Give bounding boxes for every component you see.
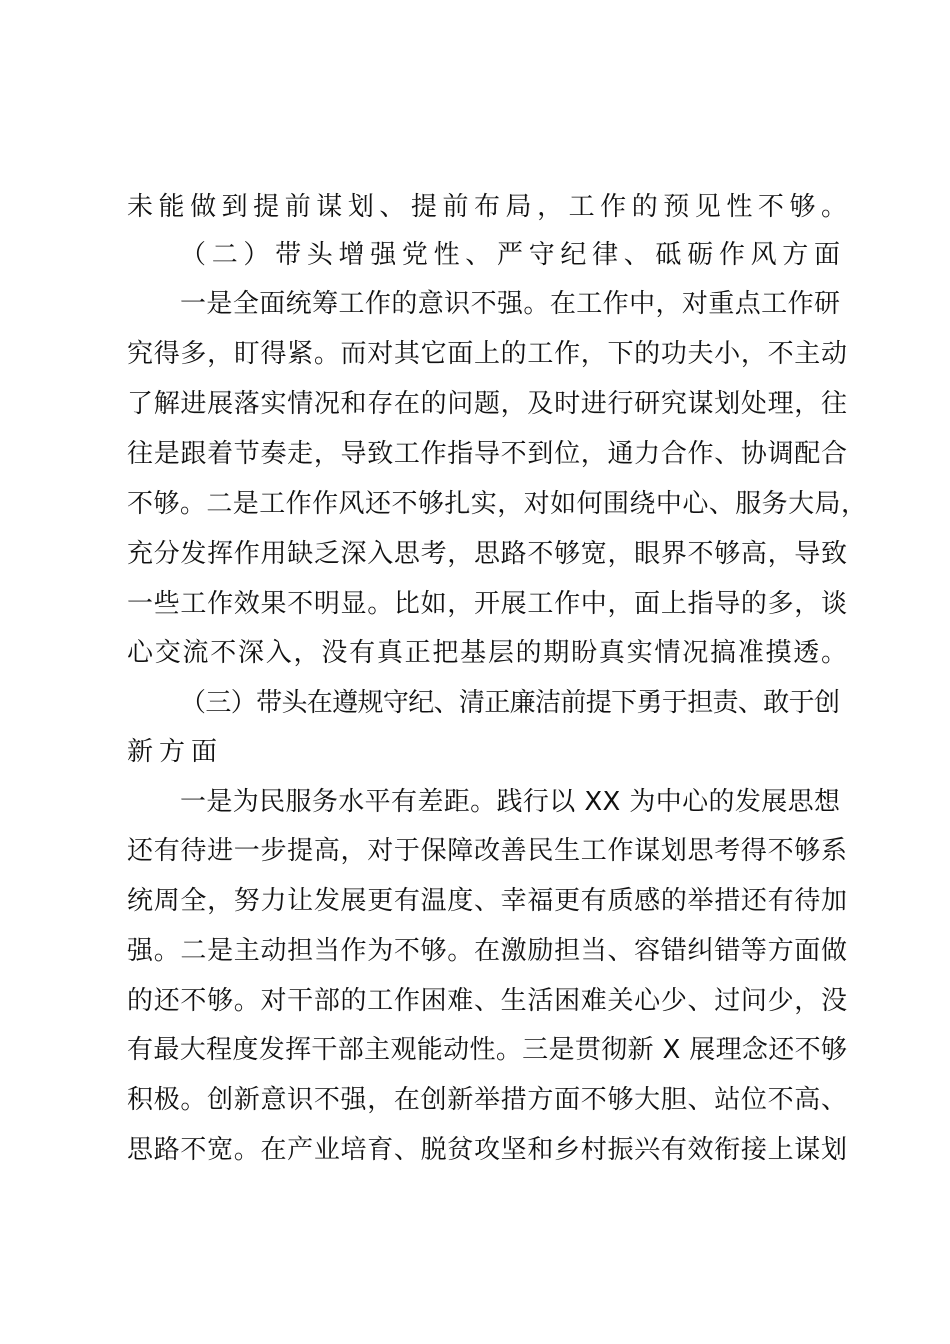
body-line-9: 一些工作效果不明显。比如，开展工作中，面上指导的多，谈 [127, 589, 848, 619]
body-line-10: 心交流不深入，没有真正把基层的期盼真实情况搞准摸透。 [127, 638, 849, 668]
body-line-19: 积极。创新意识不强，在创新举措方面不够大胆、站位不高、 [127, 1085, 848, 1115]
body-line-6: 往是跟着节奏走，导致工作指导不到位，通力合作、协调配合 [127, 439, 848, 469]
body-line-8: 充分发挥作用缺乏深入思考，思路不够宽，眼界不够高，导致 [127, 539, 848, 569]
section-heading-3-continued: 新方面 [127, 737, 224, 767]
body-line-1: 未能做到提前谋划、提前布局，工作的预见性不够。 [127, 192, 853, 222]
body-line-3: 一是全面统筹工作的意识不强。在工作中，对重点工作研 [180, 289, 841, 319]
section-heading-3: （三）带头在遵规守纪、清正廉洁前提下勇于担责、敢于创 [180, 688, 840, 718]
body-line-18: 有最大程度发挥干部主观能动性。三是贯彻新 X 展理念还不够 [127, 1035, 848, 1065]
body-line-15: 统周全，努力让发展更有温度、幸福更有质感的举措还有待加 [127, 886, 848, 916]
body-line-13: 一是为民服务水平有差距。践行以 XX 为中心的发展思想 [180, 787, 841, 817]
section-heading-2: （二）带头增强党性、严守纪律、砥砺作风方面 [180, 240, 846, 270]
body-line-7: 不够。二是工作作风还不够扎实，对如何围绕中心、服务大局， [127, 489, 868, 519]
body-line-14: 还有待进一步提高，对于保障改善民生工作谋划思考得不够系 [127, 836, 848, 866]
body-line-20: 思路不宽。在产业培育、脱贫攻坚和乡村振兴有效衔接上谋划 [127, 1135, 848, 1165]
body-line-5: 了解进展落实情况和存在的问题，及时进行研究谋划处理，往 [127, 389, 848, 419]
body-line-16: 强。二是主动担当作为不够。在激励担当、容错纠错等方面做 [127, 936, 848, 966]
body-line-17: 的还不够。对干部的工作困难、生活困难关心少、过问少，没 [127, 986, 848, 1016]
body-line-4: 究得多，盯得紧。而对其它面上的工作，下的功夫小，不主动 [127, 339, 848, 369]
